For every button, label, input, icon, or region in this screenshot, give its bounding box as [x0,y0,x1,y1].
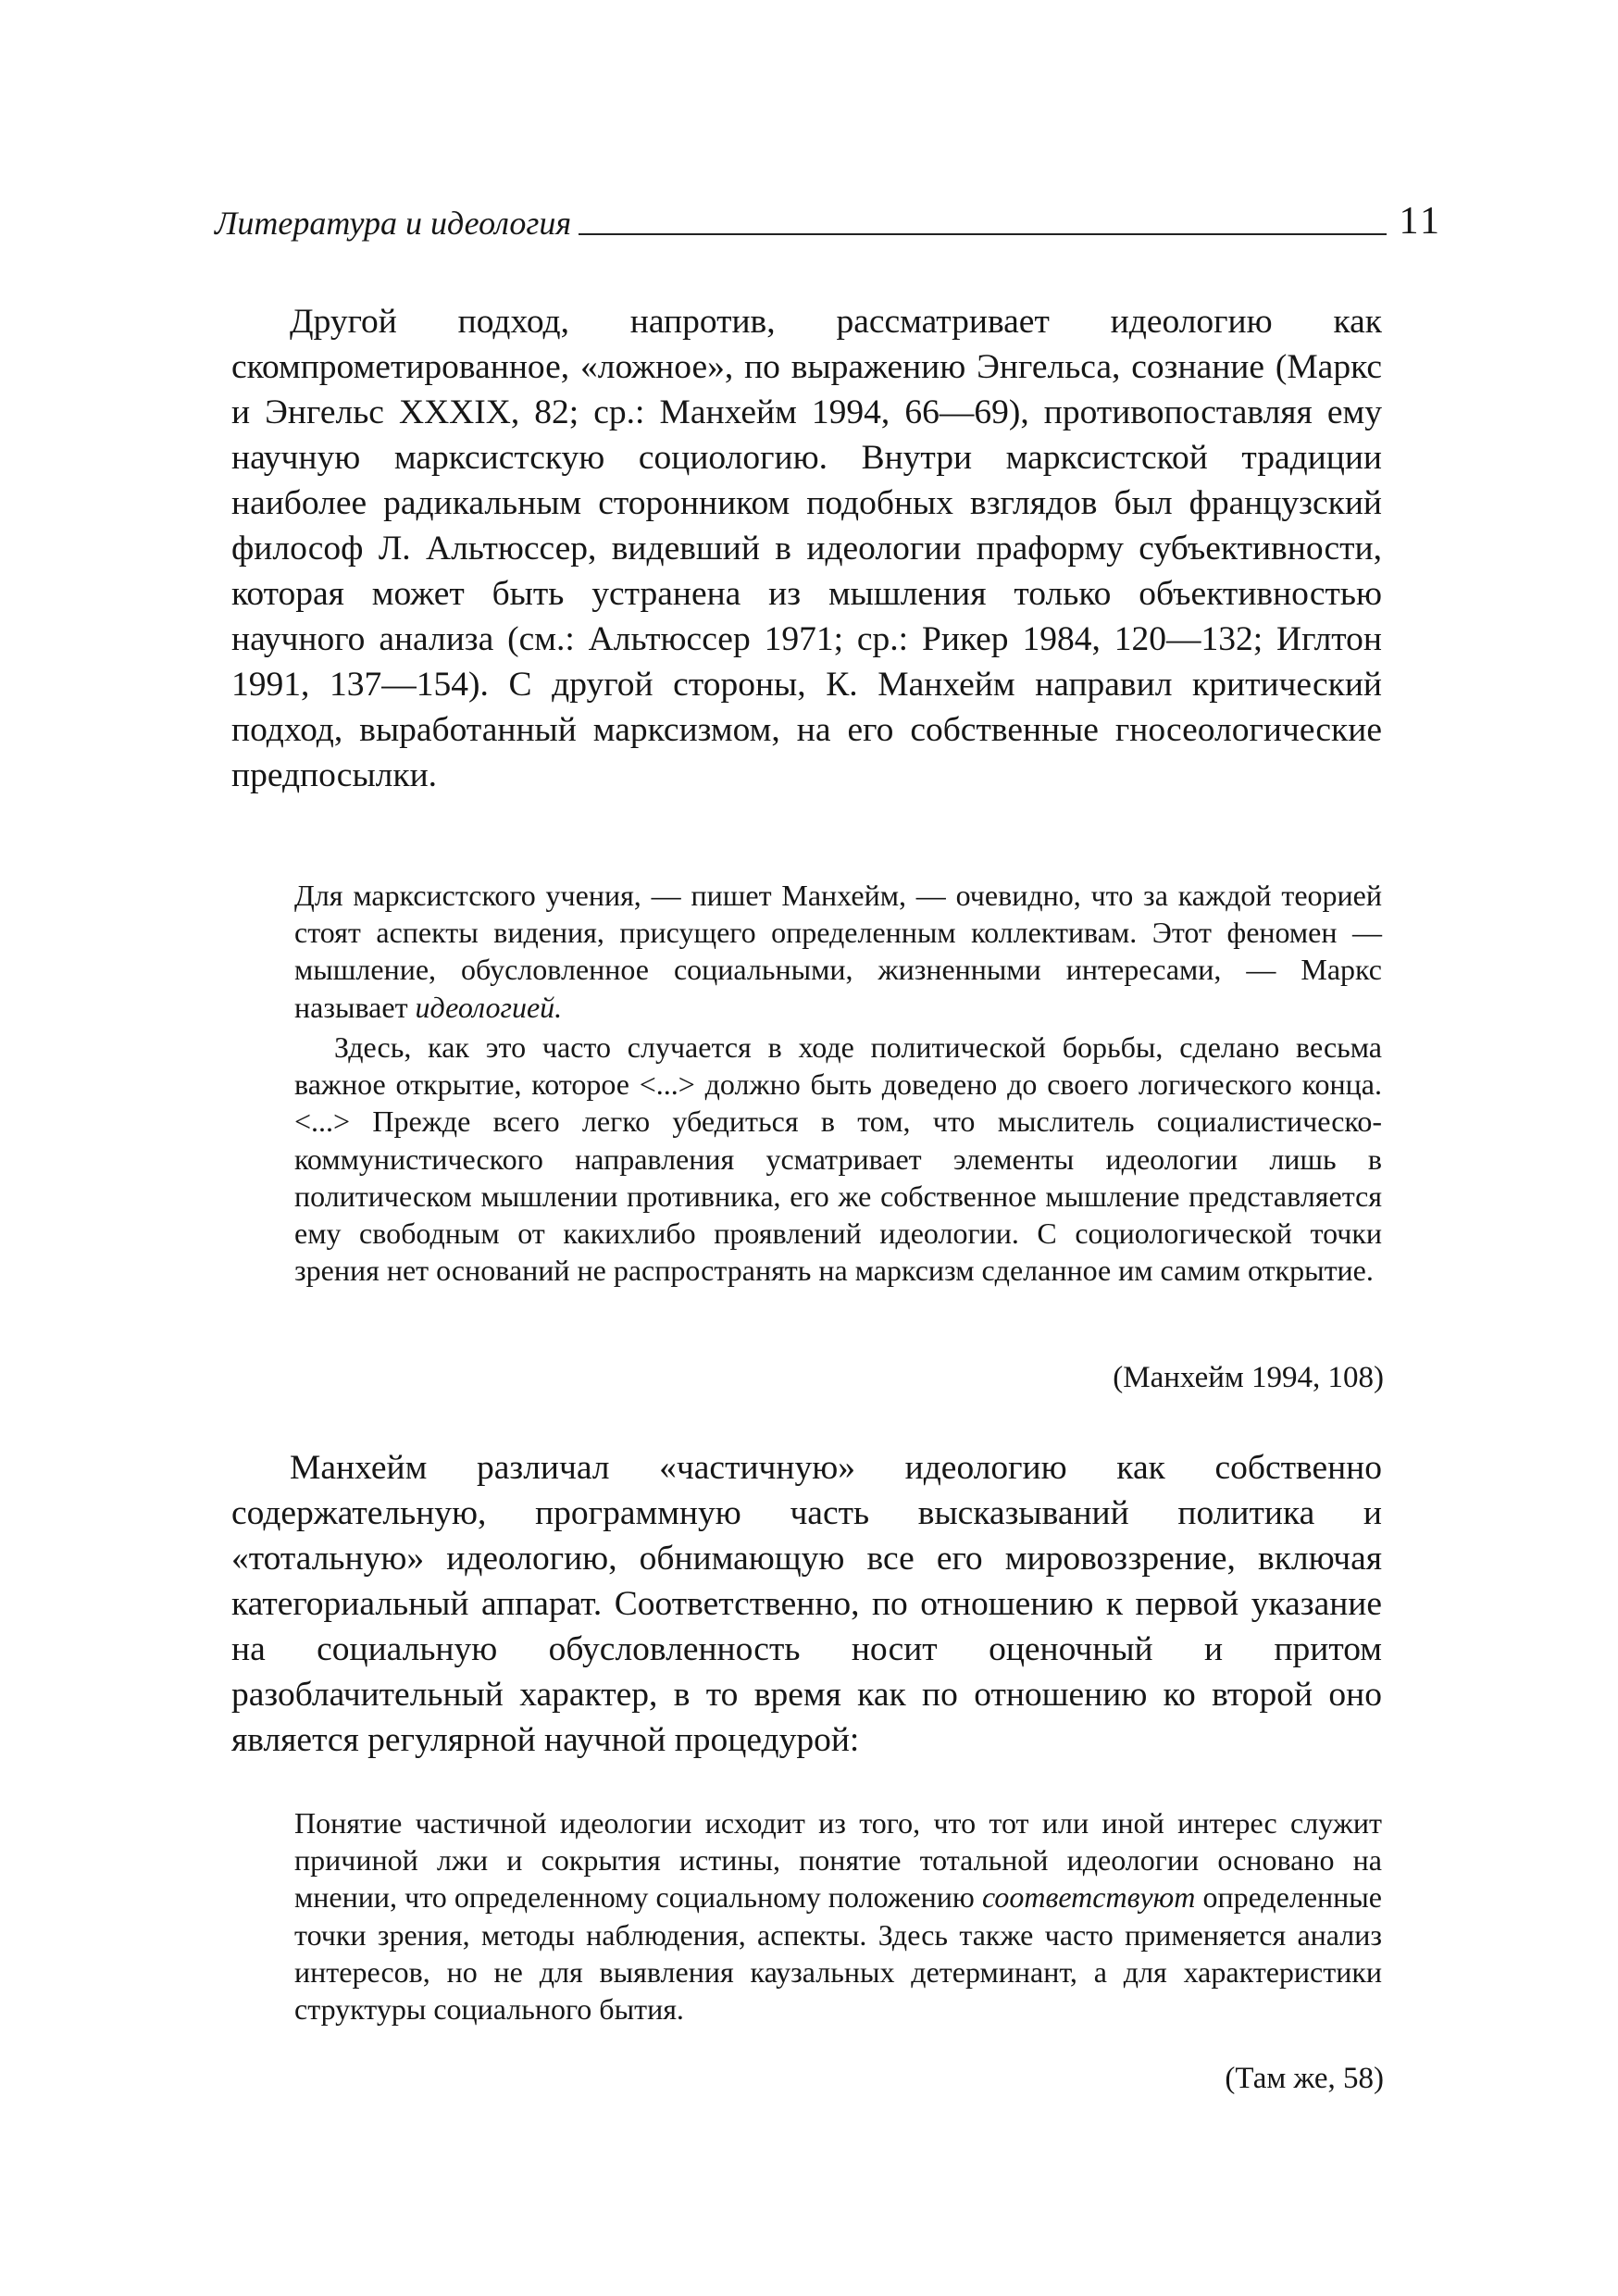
quote-1-citation: (Манхейм 1994, 108) [1113,1361,1384,1394]
body-paragraph-2: Манхейм различал «частичную» идеологию как собственно содержательную, программную часть высказываний политика и «тотальную» идеологию, обнимающую все его мировоззрение, включая категориальный аппарат. Соответственно, по отношению к первой указание на социальную обусловленность носит оценочный и притом разоблачительный характер, в то время как по отношению ко второй оно является регулярной научной процедурой: [231,1449,1382,1759]
quote-2-text-before: Понятие частичной идеологии исходит из того, что тот или иной интерес служит причиной лжи и сокрытия истины, понятие тотальной идеологии основано на мнении, что определенному социальному положению [294,1806,1382,1915]
quote-1-italic-term: идеологией. [415,990,563,1024]
quote-2-text-after: определенные точки зрения, методы наблюдения, аспекты. Здесь также часто применяется анализ интересов, но не для выявления каузальных детерминант, а для характеристики структуры социального бытия. [294,1880,1383,2027]
quote-2-italic-term: соответствуют [981,1880,1196,1915]
quote-1-text: Для марксистского учения, — пишет Манхейм, — очевидно, что за каждой теорией стоят аспекты видения, присущего определенным коллективам. Этот феномен — мышление, обусловленное социальными, жизненными интересами, — Маркс называет [294,879,1382,1024]
block-quote-1-part-1 [294,877,1382,1026]
running-title: Литература и идеология [215,205,572,242]
body-paragraph-1: Другой подход, напротив, рассматривает идеологию как скомпрометированное, «ложное», по выражению Энгельса, сознание (Маркс и Энгельс XXXIX, 82; ср.: Манхейм 1994, 66—69), противопоставляя ему научную марксистскую социологию. Внутри марксистской традиции наиболее радикальным сторонником подобных взглядов был французский философ Л. Альтюссер, видевший в идеологии праформу субъективности, которая может быть устранена из мышления только объективностью научного анализа (см.: Альтюссер 1971; ср.: Рикер 1984, 120—132; Иглтон 1991, 137—154). С другой стороны, К. Манхейм направил критический подход, выработанный марксизмом, на его собственные гносеологические предпосылки. [231,303,1382,794]
block-quote-2 [294,1804,1382,2028]
page-number: 11 [1399,200,1442,243]
quote-2-citation: (Там же, 58) [1225,2062,1384,2095]
header-rule [579,233,1386,235]
running-header [215,190,1442,242]
block-quote-1-part-2: Здесь, как это часто случается в ходе политической борьбы, сделано весьма важное открытие, которое <...> должно быть доведено до своего логического конца. <...> Прежде всего легко убедиться в том, что мыслитель социалистическо-коммунистического направления усматривает элементы идеологии лишь в политическом мышлении противника, его же собственное мышление представляется ему свободным от какихлибо проявлений идеологии. С социологической точки зрения нет оснований не распространять на марксизм сделанное им самим открытие. [294,1030,1382,1288]
